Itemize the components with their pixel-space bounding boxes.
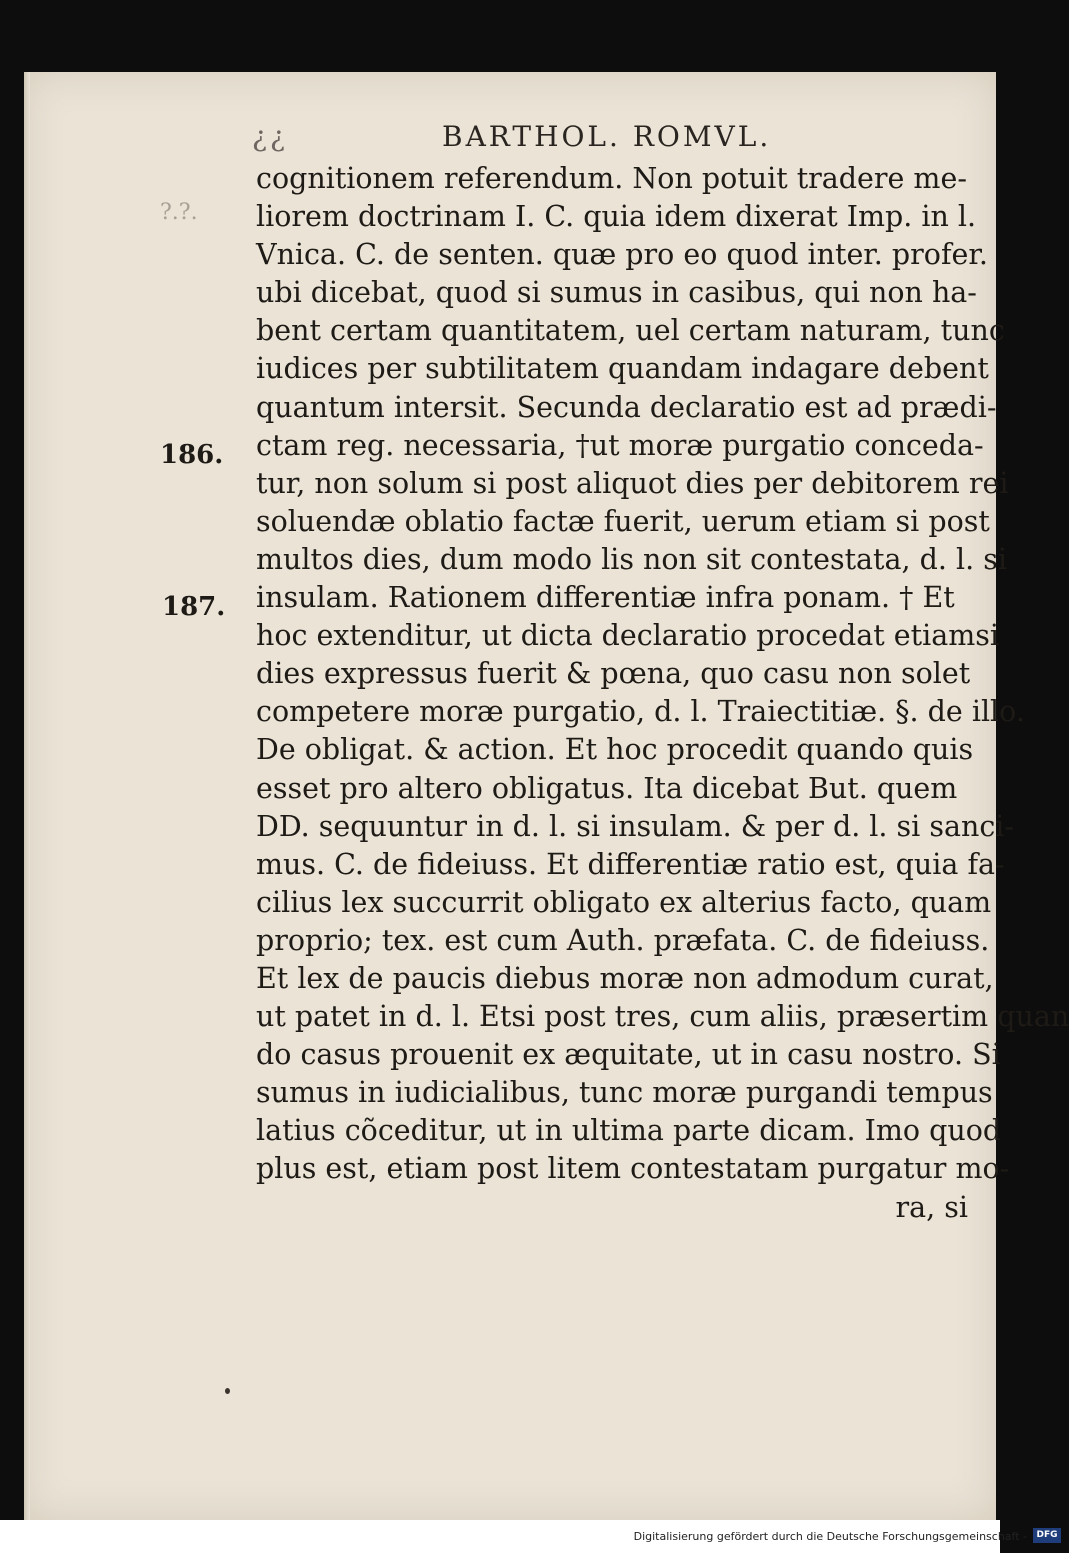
- body-text: [256, 160, 1069, 1227]
- text-line: do casus prouenit ex æquitate, ut in casu nostro. Si: [256, 1038, 1001, 1072]
- text-line: proprio; tex. est cum Auth. præfata. C. de fideiuss.: [256, 923, 990, 957]
- text-line: insulam. Rationem differentiæ infra ponam. † Et: [256, 581, 955, 615]
- catchword-line: ra, si: [895, 1190, 968, 1224]
- ink-speck: [225, 1388, 230, 1394]
- page-edge: [24, 72, 30, 1520]
- text-line: iudices per subtilitatem quandam indagare debent: [256, 352, 989, 386]
- text-line: hoc extenditur, ut dicta declaratio procedat etiamsi: [256, 619, 999, 653]
- margin-note-faint: ?.?.: [160, 200, 198, 225]
- text-line: multos dies, dum modo lis non sit contestata, d. l. si: [256, 542, 1007, 576]
- text-line: esset pro altero obligatus. Ita dicebat But. quem: [256, 771, 958, 805]
- text-line: soluendæ oblatio factæ fuerit, uerum etiam si post: [256, 504, 990, 538]
- footer-credit: Digitalisierung gefördert durch die Deutsche Forschungsgemeinschaft -: [633, 1530, 1027, 1543]
- text-line: Et lex de paucis diebus moræ non admodum curat,: [256, 961, 994, 995]
- dfg-logo[interactable]: DFG: [1033, 1528, 1061, 1543]
- text-line: latius cõceditur, ut in ultima parte dicam. Imo quod: [256, 1114, 1002, 1148]
- text-line: sumus in iudicialibus, tunc moræ purgandi tempus: [256, 1076, 993, 1110]
- text-line: ut patet in d. l. Etsi post tres, cum aliis, præsertim quan: [256, 1000, 1069, 1034]
- text-line: De obligat. & action. Et hoc procedit quando quis: [256, 733, 974, 767]
- margin-note-187: 187.: [162, 592, 226, 622]
- text-line: mus. C. de fideiuss. Et differentiæ ratio est, quia fa-: [256, 847, 1005, 881]
- text-line: liorem doctrinam I. C. quia idem dixerat Imp. in l.: [256, 200, 977, 234]
- text-line: cognitionem referendum. Non potuit tradere me-: [256, 162, 967, 195]
- text-line: ubi dicebat, quod si sumus in casibus, qui non ha-: [256, 276, 977, 310]
- text-line: ctam reg. necessaria, †ut moræ purgatio conceda-: [256, 428, 984, 462]
- text-line: plus est, etiam post litem contestatam purgatur mo-: [256, 1152, 1010, 1186]
- folio-mark: ¿¿: [252, 120, 289, 153]
- running-head: [252, 120, 812, 153]
- text-line: competere moræ purgatio, d. l. Traiectitiæ. §. de illo.: [256, 695, 1025, 729]
- text-line: DD. sequuntur in d. l. si insulam. & per d. l. si sanci-: [256, 809, 1015, 843]
- running-head-title: BARTHOL. ROMVL.: [442, 120, 772, 153]
- text-line: dies expressus fuerit & pœna, quo casu non solet: [256, 657, 971, 691]
- text-line: Vnica. C. de senten. quæ pro eo quod inter. profer.: [256, 238, 988, 272]
- margin-note-186: 186.: [160, 440, 224, 470]
- text-line: bent certam quantitatem, uel certam naturam, tunc: [256, 314, 1005, 348]
- text-line: tur, non solum si post aliquot dies per debitorem rei: [256, 466, 1009, 500]
- text-line: cilius lex succurrit obligato ex alterius facto, quam: [256, 885, 992, 919]
- text-line: quantum intersit. Secunda declaratio est ad prædi-: [256, 390, 997, 424]
